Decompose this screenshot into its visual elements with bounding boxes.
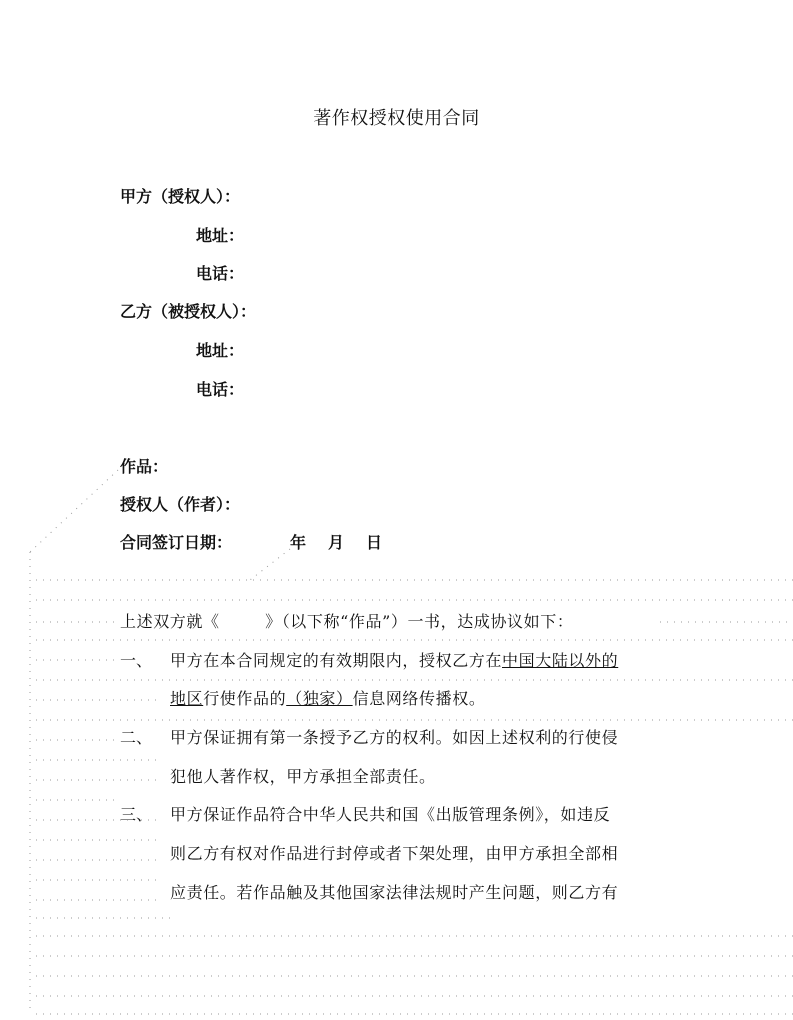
clause-3-line-2: 则乙方有权对作品进行封停或者下架处理，由甲方承担全部相 [170, 844, 619, 863]
page-title: 著作权授权使用合同 [313, 108, 480, 129]
party-a-label: 甲方（授权人）： [120, 187, 241, 206]
party-b-address-label: 地址： [196, 341, 245, 360]
clause-3-line-3: 应责任。若作品触及其他国家法律法规时产生问题，则乙方有 [170, 883, 619, 902]
clause-2-line-1: 甲方保证拥有第一条授予乙方的权利。如因上述权利的行使侵 [170, 728, 619, 747]
contract-date-label: 合同签订日期： [120, 533, 233, 552]
clause-2-line-2: 犯他人著作权，甲方承担全部责任。 [170, 767, 436, 786]
clause-1-region-underline-2: 地区 [170, 689, 204, 708]
clause-1-line-2-text: 行使作品的 [203, 689, 287, 708]
party-a-phone-label: 电话： [196, 264, 245, 283]
author-label: 授权人（作者）： [120, 495, 241, 514]
clause-3-number: 三、 [120, 805, 153, 824]
work-label: 作品： [120, 457, 169, 476]
intro-text: 上述双方就《 》（以下称“作品”）一书，达成协议如下： [120, 612, 574, 631]
clause-1-line-1 [170, 648, 618, 671]
clause-1-number: 一、 [120, 651, 153, 670]
clause-1-region-underline: 中国大陆以外的 [502, 651, 619, 670]
party-b-label: 乙方（被授权人）： [120, 302, 257, 321]
clause-1-line-1-text: 甲方在本合同规定的有效期限内，授权乙方在 [170, 651, 503, 670]
clause-2-number: 二、 [120, 728, 153, 747]
clause-1-line-2-tail: 信息网络传播权。 [352, 689, 486, 708]
clause-1-line-2 [170, 686, 485, 709]
party-b-phone-label: 电话： [196, 380, 245, 399]
date-month: 月 [328, 533, 345, 552]
clause-3-line-1: 甲方保证作品符合中华人民共和国《出版管理条例》，如违反 [170, 805, 611, 824]
date-day: 日 [366, 533, 383, 552]
date-year: 年 [290, 533, 307, 552]
clause-1-exclusive-underline: （独家） [286, 689, 353, 708]
party-a-address-label: 地址： [196, 226, 245, 245]
